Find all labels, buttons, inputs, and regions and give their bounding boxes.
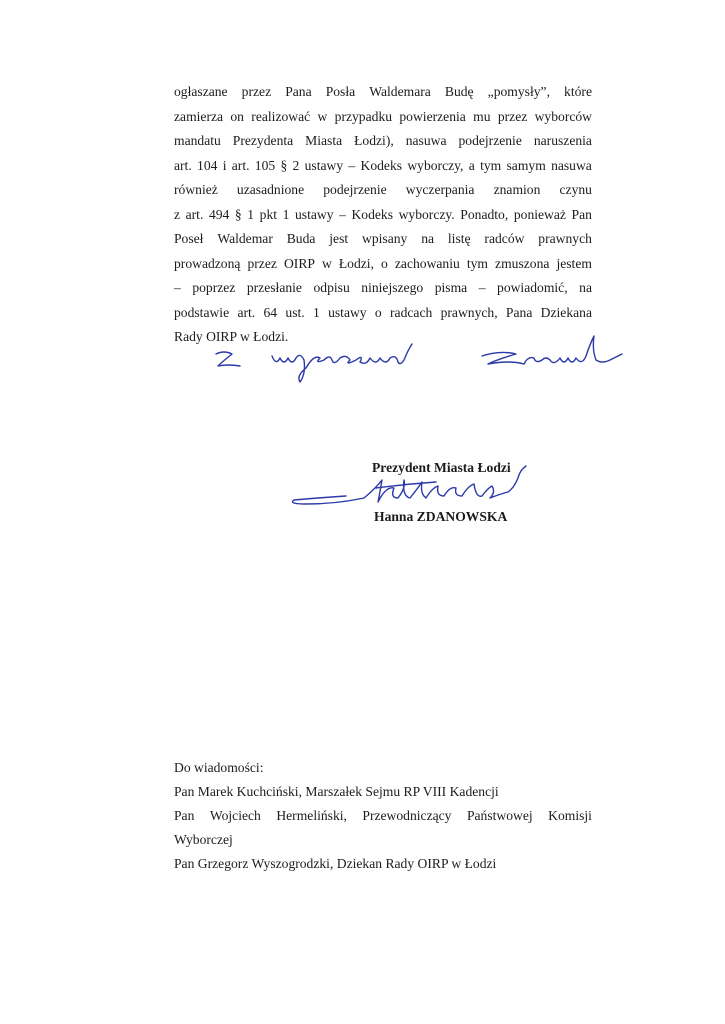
handwritten-closing <box>210 330 640 390</box>
recipient-line <box>174 804 592 828</box>
body-word: wyborców <box>534 108 592 124</box>
body-word: przesłanie <box>246 280 302 295</box>
body-word: powierzenia <box>399 108 466 124</box>
body-word: podejrzenie <box>323 182 387 197</box>
body-word: prawnych <box>538 231 592 246</box>
body-word: w <box>317 108 328 124</box>
body-word: art. <box>174 157 192 173</box>
body-word: Pana <box>285 84 312 99</box>
body-word: ustawy <box>328 304 367 320</box>
body-word: Budę <box>444 84 474 99</box>
body-word: tym <box>466 255 488 271</box>
recipient-item <box>174 780 592 804</box>
body-word: ust. <box>285 304 305 320</box>
body-word: jest <box>329 231 349 246</box>
recipient-item <box>174 852 592 876</box>
recipient-line <box>174 780 592 804</box>
body-word: Łodzi, <box>338 255 374 271</box>
body-word: art. <box>231 157 250 173</box>
body-word: realizować <box>251 108 311 124</box>
recipient-word: Wyborczej <box>174 832 233 847</box>
body-word: 494 <box>208 206 230 222</box>
body-word: 1 <box>312 304 320 320</box>
body-word: 1 <box>282 206 290 222</box>
recipient-line <box>174 852 592 876</box>
body-word: Ponadto, <box>460 206 509 222</box>
body-word: naruszenia <box>533 133 592 148</box>
body-word: Buda <box>286 231 316 246</box>
body-word: Waldemar <box>217 231 273 246</box>
body-word: OIRP <box>283 255 315 271</box>
body-word: wpisany <box>362 231 408 246</box>
body-word: poprzez <box>192 280 236 295</box>
body-word: ogłaszane <box>174 84 228 99</box>
body-word: wyczerpania <box>405 182 475 197</box>
body-word: Dziekana <box>540 304 592 320</box>
recipient-word: Pan <box>174 808 195 823</box>
body-line <box>174 276 592 301</box>
body-word: 1 <box>247 206 255 222</box>
recipient-word: Państwowej <box>466 808 533 823</box>
body-word: ponieważ <box>513 206 566 222</box>
body-line <box>174 105 592 130</box>
distribution-heading: Do wiadomości: <box>174 760 264 775</box>
body-word: ustawy <box>295 206 334 222</box>
distribution-list <box>174 756 592 876</box>
body-word: art. <box>185 206 204 222</box>
body-word: zamierza <box>174 108 224 124</box>
body-word: radcach <box>390 304 433 320</box>
body-word: i <box>222 157 227 173</box>
body-word: nasuwa <box>405 133 447 148</box>
body-word: Poseł <box>174 231 204 246</box>
body-line <box>174 203 592 228</box>
body-word: niniejszego <box>361 280 424 295</box>
body-word: Pana <box>505 304 533 320</box>
body-line <box>174 80 592 105</box>
body-word: a <box>468 157 475 173</box>
body-word: uzasadnione <box>236 182 305 197</box>
body-word: ustawy <box>304 157 344 173</box>
body-word: § <box>280 157 288 173</box>
body-word: „pomysły”, <box>487 84 550 99</box>
body-line <box>174 227 592 252</box>
body-word: wyborczy. <box>398 206 455 222</box>
body-word: 105 <box>254 157 276 173</box>
body-word: samym <box>506 157 546 173</box>
body-word: on <box>230 108 244 124</box>
body-word: czynu <box>559 182 592 197</box>
body-word: mandatu <box>174 133 221 148</box>
body-word: w <box>322 255 332 271</box>
body-word: Łodzi), <box>354 133 394 148</box>
body-line <box>174 178 592 203</box>
body-word: Prezydenta <box>232 133 294 148</box>
body-word: pisma <box>434 280 468 295</box>
body-word: Waldemara <box>369 84 431 99</box>
recipient-word: Przewodniczący <box>362 808 452 823</box>
body-word: wyborczy, <box>407 157 464 173</box>
body-line <box>174 129 592 154</box>
body-word: prowadzoną <box>174 255 241 271</box>
body-word: przypadku <box>334 108 393 124</box>
body-word: Rady OIRP w Łodzi. <box>174 329 289 344</box>
recipient-word: Wojciech <box>209 808 261 823</box>
body-word: zachowaniu <box>394 255 460 271</box>
recipient-word: Hermeliński, <box>276 808 347 823</box>
body-word: mu <box>473 108 491 124</box>
body-word: podejrzenie <box>458 133 522 148</box>
body-line <box>174 252 592 277</box>
body-word: Pan <box>571 206 592 222</box>
body-word: pkt <box>259 206 278 222</box>
body-word: prawnych, <box>440 304 498 320</box>
recipient-word: Pan Grzegorz Wyszogrodzki, Dziekan Rady OIRP w Łodzi <box>174 856 497 871</box>
body-word: Miasta <box>305 133 343 148</box>
body-word: 2 <box>292 157 300 173</box>
body-word: Kodeks <box>360 157 403 173</box>
body-word: nasuwa <box>551 157 592 173</box>
body-word: – <box>339 206 346 222</box>
body-word: powiadomić, <box>497 280 568 295</box>
body-word: na <box>579 280 592 295</box>
recipient-item <box>174 804 592 852</box>
recipient-word: Komisji <box>548 808 592 823</box>
body-word: § <box>234 206 242 222</box>
body-word: na <box>421 231 435 246</box>
body-word: 64 <box>263 304 278 320</box>
body-word: zmuszona <box>495 255 550 271</box>
letter-body <box>174 80 592 350</box>
body-word: przez <box>241 84 272 99</box>
body-word: Posła <box>325 84 356 99</box>
body-word: również <box>174 182 218 197</box>
body-word: tym <box>480 157 502 173</box>
body-word: podstawie <box>174 304 230 320</box>
signatory-title: Prezydent Miasta Łodzi <box>372 460 511 475</box>
recipient-word: Pan Marek Kuchciński, Marszałek Sejmu RP VIII Kadencji <box>174 784 499 799</box>
signature-block <box>286 458 556 538</box>
signatory-name: Hanna ZDANOWSKA <box>374 509 508 524</box>
body-word: o <box>374 304 382 320</box>
body-word: – <box>348 157 356 173</box>
body-word: które <box>564 84 592 99</box>
body-line <box>174 154 592 179</box>
body-word: o <box>381 255 388 271</box>
body-word: 104 <box>197 157 218 173</box>
body-word: – <box>174 280 181 295</box>
body-word: przez <box>247 255 277 271</box>
body-word: jestem <box>556 255 592 271</box>
body-word: – <box>478 280 486 295</box>
body-word: listę <box>447 231 471 246</box>
body-word: art. <box>237 304 256 320</box>
body-word: radców <box>484 231 525 246</box>
body-line <box>174 301 592 326</box>
body-word: Kodeks <box>351 206 394 222</box>
body-word: przez <box>497 108 528 124</box>
body-word: z <box>174 206 181 222</box>
recipient-line <box>174 828 592 852</box>
body-word: odpisu <box>313 280 350 295</box>
body-word: znamion <box>493 182 541 197</box>
